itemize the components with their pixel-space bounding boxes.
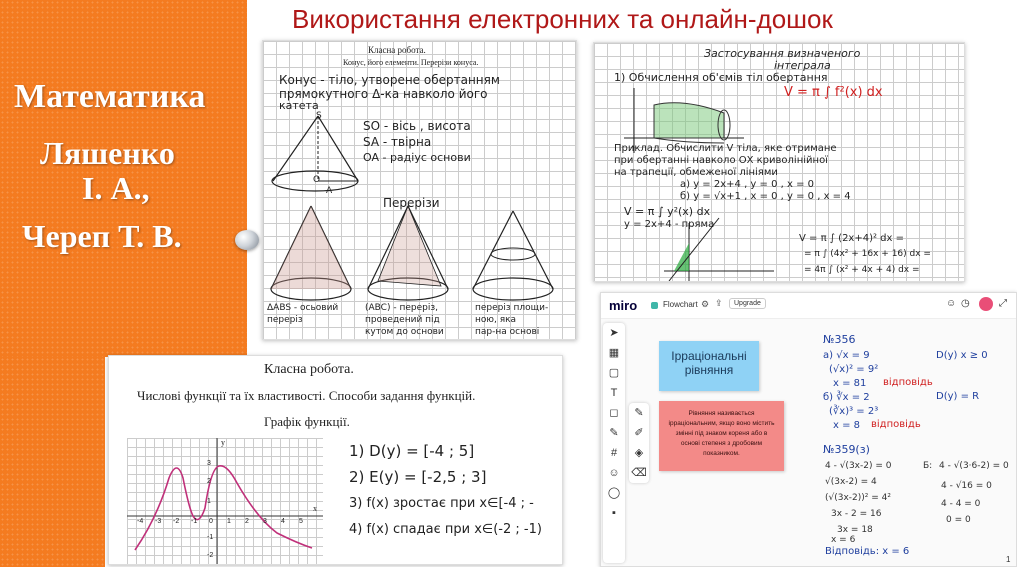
x-tick-label: 1 (227, 518, 231, 525)
timer-icon[interactable]: ◷ (961, 298, 970, 309)
functions-line3: 3) f(x) зростає при x∈[-4 ; - (349, 496, 534, 511)
cone-label-o: O (313, 175, 321, 185)
cursor-icon[interactable]: ➤ (609, 327, 619, 339)
integral-a: a) y = 2x+4 , y = 0 , x = 0 (680, 179, 814, 190)
more-tools-icon[interactable]: ▪ (612, 507, 616, 519)
sticky-note-title-line2: рівняння (684, 363, 734, 377)
eq-356-b3: x = 8 (833, 420, 861, 431)
cones-board-image (262, 40, 577, 340)
eq-359-6: x = 6 (831, 535, 856, 545)
author1-initials: І. А., (82, 170, 150, 206)
domain-356-a: D(y) x ≥ 0 (936, 350, 988, 361)
y-tick-label: 1 (207, 498, 211, 505)
marker-tool-icon[interactable]: ✐ (634, 427, 644, 439)
sticky-note-icon[interactable]: ▢ (608, 367, 620, 379)
integral-calc3: = 4π ∫ (x² + 4x + 4) dx = (804, 265, 920, 275)
cone-label-s: S (316, 111, 322, 121)
cones-sa: SA - твірна (363, 135, 432, 149)
cones-def3: катета (279, 99, 319, 112)
check-2: 4 - √16 = 0 (941, 481, 992, 491)
miro-pen-toolbar (629, 403, 649, 483)
x-tick-label: 3 (263, 518, 267, 525)
sticky-note-definition[interactable]: Рівняння називається ірраціональним, якщо воно містить змінні під знаком кореня або в основі степеня з дробовим показником. (659, 401, 784, 471)
check-1: 4 - √(3·6-2) = 0 (939, 461, 1009, 471)
cones-so: SO - вісь , висота (363, 119, 471, 133)
emoji-icon[interactable]: ☺ (608, 467, 620, 479)
eq-359-1: 4 - √(3x-2) = 0 (825, 461, 892, 471)
functions-line4: 4) f(x) спадає при x∈(-2 ; -1) (349, 522, 542, 537)
function-graph (127, 438, 323, 565)
avatar[interactable] (979, 297, 993, 311)
y-tick-label: 3 (207, 460, 211, 467)
functions-header2: Числові функції та їх властивості. Способи задання функцій. (137, 388, 476, 403)
functions-header1: Класна робота. (264, 362, 354, 377)
miro-board-screenshot (600, 292, 1017, 567)
reactions-icon[interactable]: ☺ (946, 298, 957, 309)
y-tick-label: -2 (207, 552, 214, 559)
settings-icon[interactable]: ⚙ (701, 299, 710, 309)
sticky-note-irrational[interactable] (659, 341, 759, 391)
function-graph-svg (127, 438, 323, 565)
cones-drawings (263, 41, 577, 340)
cones-caption1a: ΔABS - осьовий (267, 303, 339, 313)
integral-y: y = 2x+4 - пряма (624, 219, 715, 230)
bullet-ornament (235, 230, 259, 250)
x-tick-label: 5 (299, 518, 303, 525)
cones-header2: Конус, його елементи. Перерізи конуса. (343, 58, 479, 67)
eq-356-b1: б) ∛x = 2 (823, 392, 870, 403)
text-icon[interactable]: T (610, 387, 618, 399)
eq-356-a2: (√x)² = 9² (829, 364, 879, 375)
comment-icon[interactable]: ◯ (607, 487, 621, 499)
integral-title1: Застосування визначеного (704, 47, 861, 60)
task-359: №359(з) (823, 443, 870, 456)
integral-calc1: V = π ∫ (2x+4)² dx = (799, 233, 904, 244)
check-label: Б: (923, 461, 933, 471)
author2-name: Череп Т. В. (22, 218, 182, 254)
eq-356-b2: (∛x)³ = 2³ (829, 406, 879, 417)
author-panel-strip (0, 357, 105, 567)
miro-logo[interactable]: miro (609, 298, 638, 313)
integral-text2: при обертанні навколо ОХ криволінійної (614, 155, 828, 166)
integral-calc2: = π ∫ (4x² + 16x + 16) dx = (804, 249, 931, 259)
answer-359: Відповідь: x = 6 (825, 546, 910, 557)
eraser-tool-icon[interactable]: ⌫ (631, 467, 647, 479)
y-tick-label: 2 (207, 478, 211, 485)
integral-formula: V = π ∫ f²(x) dx (784, 85, 883, 100)
eq-359-5: 3x = 18 (837, 525, 873, 535)
subject-label: Математика (14, 78, 206, 115)
pen-tool-icon[interactable]: ✎ (634, 407, 644, 419)
x-tick-label: -2 (173, 518, 180, 525)
sticky-note-title-line1: Ірраціональні (671, 349, 747, 363)
share-icon[interactable]: ⇪ (715, 298, 723, 308)
highlighter-tool-icon[interactable]: ◈ (634, 447, 644, 459)
functions-header3: Графік функції. (264, 414, 350, 429)
cones-caption3b: ною, яка (475, 315, 517, 325)
cones-caption3a: переріз площи- (475, 303, 549, 313)
cones-caption2c: кутом до основи (365, 327, 444, 337)
eq-359-4: 3x - 2 = 16 (831, 509, 882, 519)
eq-356-a3: x = 81 (833, 378, 867, 389)
miro-left-toolbar (603, 323, 625, 563)
cone-label-a: A (326, 186, 333, 196)
graph-ylabel: y (221, 438, 225, 447)
cones-def2: прямокутного Δ-ка навколо його (279, 87, 488, 101)
answer-label-2: відповідь (871, 419, 921, 430)
integral-item1: 1) Обчислення об'ємів тіл обертання (614, 71, 828, 84)
cones-caption1b: переріз (267, 315, 303, 325)
functions-line1: 1) D(y) = [-4 ; 5] (349, 442, 475, 460)
graph-xlabel: x (313, 504, 317, 513)
cones-caption3c: пар-на основі (475, 327, 540, 337)
task-356: №356 (823, 333, 856, 346)
board-name[interactable]: Flowchart (663, 300, 698, 309)
miro-top-toolbar (601, 293, 1016, 319)
frame-icon[interactable]: # (610, 447, 618, 459)
integral-board-image (593, 42, 965, 282)
author1-surname: Ляшенко (40, 135, 175, 171)
slide-title: Використання електронних та онлайн-дошок (292, 4, 833, 34)
functions-line2: 2) E(y) = [-2,5 ; 3] (349, 468, 487, 486)
shapes-icon[interactable]: ◻ (609, 407, 619, 419)
integral-b: б) y = √x+1 , x = 0 , y = 0 , x = 4 (680, 191, 851, 202)
y-tick-label: -1 (207, 534, 214, 541)
x-tick-label: 0 (209, 518, 213, 525)
functions-board-image (108, 355, 563, 565)
integral-v: V = π ∫ y²(x) dx (624, 205, 711, 218)
eq-359-3: (√(3x-2))² = 4² (825, 493, 892, 503)
cones-oa: OA - радіус основи (363, 151, 471, 164)
cones-caption2a: (ABC) - переріз, (365, 303, 438, 313)
cones-sections-title: Перерізи (383, 196, 440, 210)
pen-icon[interactable]: ✎ (609, 427, 619, 439)
check-4: 0 = 0 (946, 515, 971, 525)
cones-caption2b: проведений під (365, 315, 440, 325)
x-tick-label: 4 (281, 518, 285, 525)
integral-title2: інтеграла (774, 59, 831, 72)
x-tick-label: -4 (137, 518, 144, 525)
eq-356-a1: a) √x = 9 (823, 350, 870, 361)
check-3: 4 - 4 = 0 (941, 499, 981, 509)
expand-icon[interactable]: ⤢ (999, 298, 1007, 309)
answer-label-1: відповідь (883, 377, 933, 388)
board-color-icon (651, 302, 658, 309)
x-tick-label: -3 (155, 518, 162, 525)
x-tick-label: 2 (245, 518, 249, 525)
templates-icon[interactable]: ▦ (608, 347, 620, 359)
x-tick-label: -1 (191, 518, 198, 525)
integral-text3: на трапеції, обмеженої лініями (614, 167, 778, 178)
page-number: 1 (1006, 555, 1011, 564)
cones-def1: Конус - тіло, утворене обертанням (279, 73, 500, 87)
eq-359-2: √(3x-2) = 4 (825, 477, 877, 487)
domain-356-b: D(y) = R (936, 391, 980, 402)
integral-text1: Приклад. Обчислити V тіла, яке отримане (614, 143, 837, 154)
cones-header1: Класна робота. (368, 45, 426, 55)
upgrade-button[interactable]: Upgrade (729, 298, 766, 309)
